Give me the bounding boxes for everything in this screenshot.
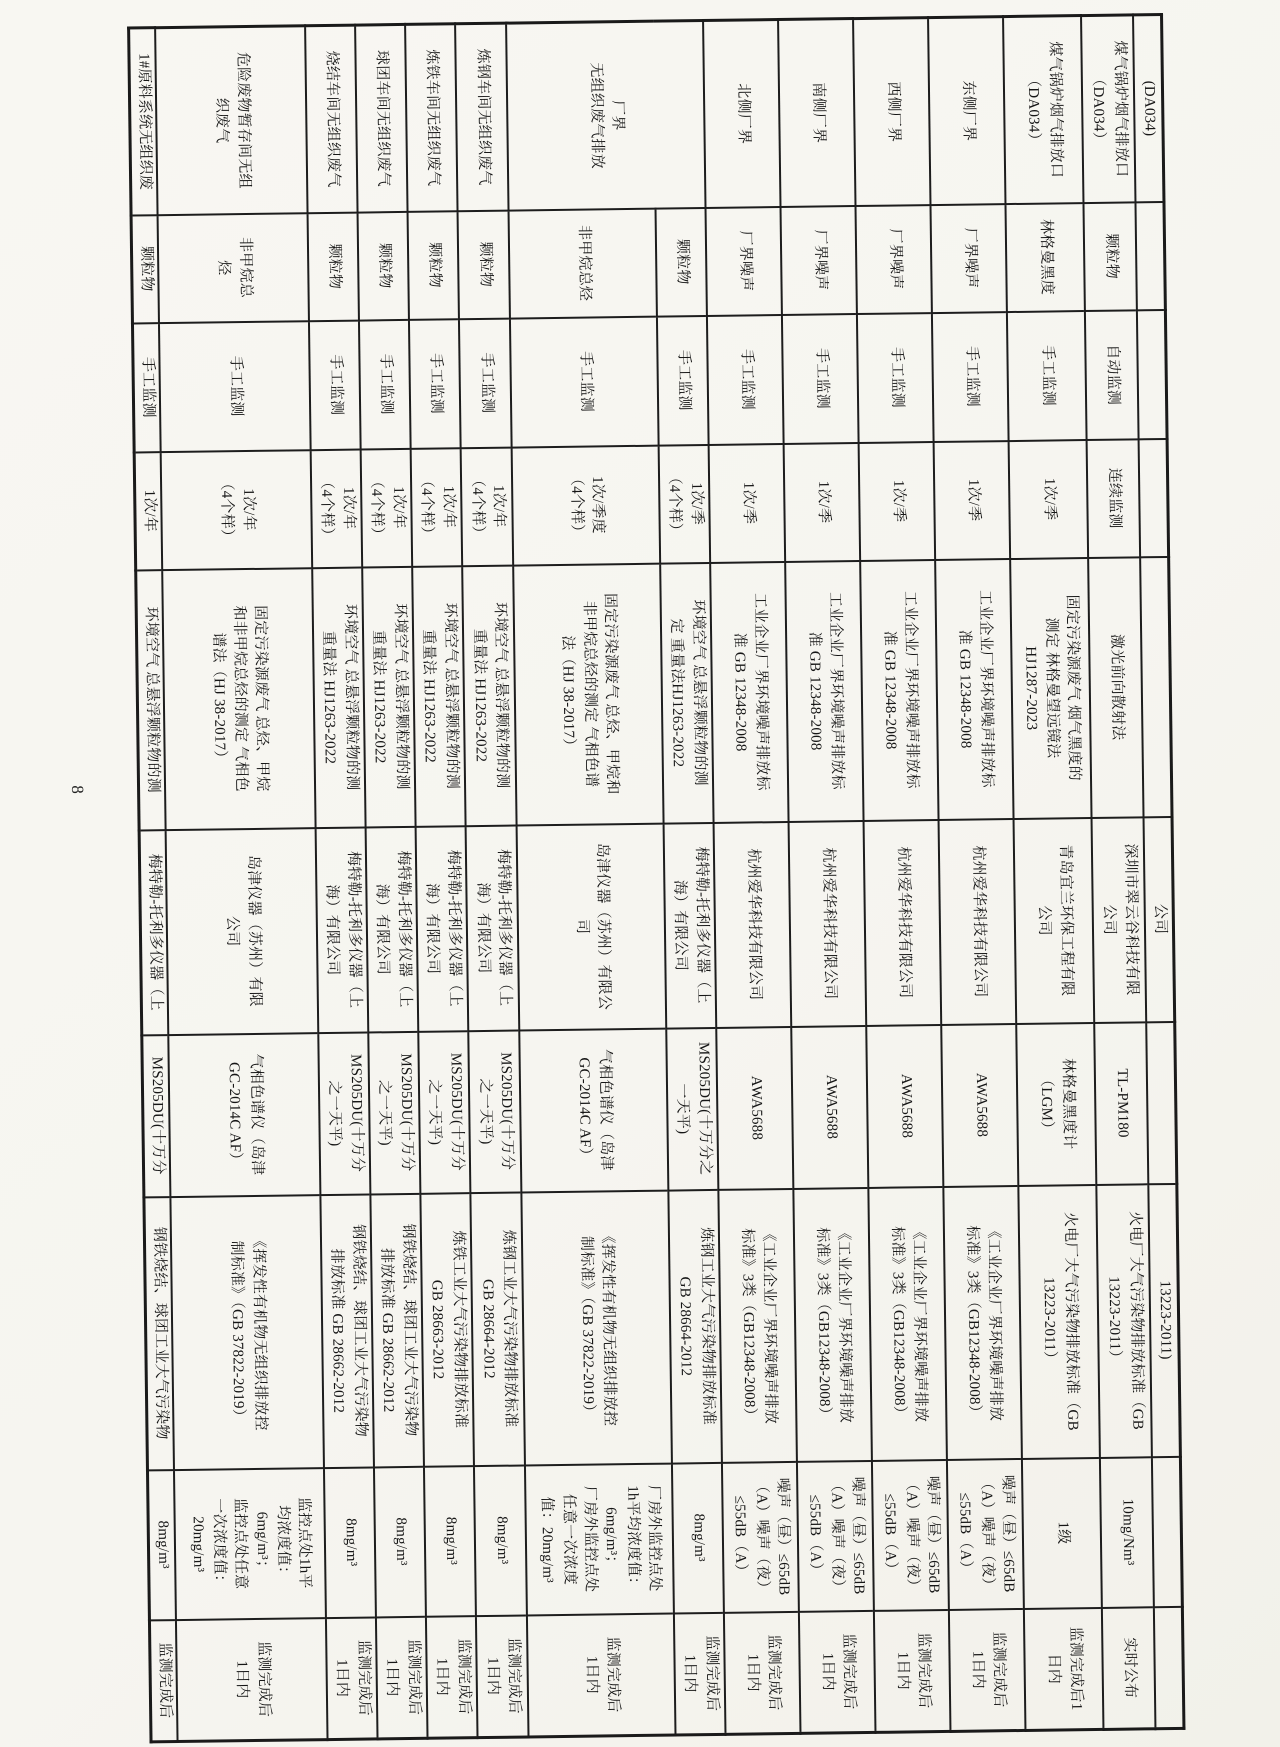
row-raw-material-cont--company: 梅特勒-托利多仪器（上	[139, 830, 169, 1035]
row-west-boundary--company: 杭州爱华科技有限公司	[864, 820, 942, 1026]
row-boiler-pm--company: 深圳市翠云谷科技有限 公司	[1092, 817, 1147, 1023]
row-boiler-outlet-cont--instrument	[1147, 1021, 1177, 1183]
row-north-boundary--standard-method: 工业企业厂界环境噪声排放标 准 GB 12348-2008	[711, 561, 789, 822]
row-south-boundary--indicator: 厂界噪声	[781, 206, 857, 315]
row-east-boundary--method: 手工监测	[932, 312, 1009, 442]
row-boiler-pm--standard: 火电厂大气污染物排放标准（GB 13223-2011）	[1097, 1184, 1153, 1458]
row-sintering--limit: 8mg/m³	[324, 1467, 376, 1618]
row-north-boundary--standard: 《工业企业厂界环境噪声排放 标准》3类（GB12348-2008）	[719, 1188, 798, 1462]
row-boiler-pm--method: 自动监测	[1085, 310, 1139, 440]
row-ironmaking--company: 梅特勒-托利多仪器（上 海）有限公司	[416, 826, 469, 1032]
row-sintering--standard-method: 环境空气 总悬浮颗粒物的测 重量法 HJ1263-2022	[313, 567, 366, 828]
row-boiler-outlet-cont--standard: 13223-2011)	[1149, 1183, 1181, 1456]
row-ironmaking--standard-method: 环境空气 总悬浮颗粒物的测 重量法 HJ1263-2022	[413, 566, 466, 827]
row-fugitive-boundary-pm--limit: 8mg/m³	[672, 1462, 724, 1613]
row-boiler-ringelmann--method: 手工监测	[1007, 311, 1087, 441]
row-south-boundary--limit: 噪声（昼）≤65dB （A）噪声（夜） ≤55dB（A）	[797, 1460, 874, 1611]
row-north-boundary--limit: 噪声（昼）≤65dB （A）噪声（夜） ≤55dB（A）	[722, 1461, 799, 1612]
row-pelletizing--company: 梅特勒-托利多仪器（上 海）有限公司	[366, 826, 419, 1032]
row-east-boundary--standard: 《工业企业厂界环境噪声排放 标准》3类（GB12348-2008）	[944, 1185, 1023, 1459]
row-east-boundary--company: 杭州爱华科技有限公司	[939, 819, 1017, 1025]
row-boiler-outlet-cont--frequency	[1139, 438, 1169, 556]
row-east-boundary--standard-method: 工业企业厂界环境噪声排放标 准 GB 12348-2008	[936, 559, 1014, 820]
row-pelletizing--instrument: MS205DU(十万分 之一天平)	[369, 1031, 421, 1194]
row-raw-material-cont--standard-method: 环境空气 总悬浮颗粒物的测	[136, 570, 166, 830]
row-boiler-pm--frequency: 连续监测	[1087, 439, 1141, 558]
row-pelletizing--frequency: 1次/年 （4个样）	[361, 448, 413, 567]
row-pelletizing--publish: 监测完成后 1日内	[376, 1616, 428, 1739]
row-raw-material-cont--standard: 钢铁烧结、球团工业大气污染物	[144, 1197, 175, 1470]
row-hazwaste--frequency: 1次/年 （4个样）	[161, 450, 313, 570]
row-pelletizing--limit: 8mg/m³	[374, 1466, 426, 1617]
rotated-table-area	[68, 13, 1185, 1740]
row-sintering--company: 梅特勒-托利多仪器（上 海）有限公司	[316, 827, 369, 1033]
row-raw-material-cont--limit: 8mg/m³	[147, 1470, 176, 1620]
row-ironmaking--method: 手工监测	[409, 319, 461, 449]
row-pelletizing--standard: 钢铁烧结、球团工业大气污染物 排放标准 GB 28662-2012	[371, 1193, 425, 1467]
row-raw-material-cont--publish: 监测完成后	[149, 1620, 178, 1742]
row-fugitive-boundary-nmhc--standard: 《挥发性有机物无组织排放控 制标准》（GB 37822-2019）	[522, 1190, 673, 1465]
row-boiler-outlet-cont--method	[1137, 309, 1167, 438]
row-steelmaking--publish: 监测完成后 1日内	[476, 1615, 529, 1738]
row-fugitive-boundary-nmhc--indicator: 非甲烷总烃	[509, 208, 657, 318]
row-west-boundary--instrument: AWA5688	[867, 1024, 944, 1187]
row-fugitive-boundary-nmhc--limit: 厂房外监控点处 1h平均浓度值： 6mg/m³； 厂房外监控点处 任意一次浓度 值：20mg/m³	[525, 1463, 674, 1615]
row-boiler-ringelmann--limit: 1级	[1022, 1457, 1102, 1608]
row-pelletizing--indicator: 颗粒物	[358, 211, 409, 320]
row-boiler-outlet-cont--limit	[1152, 1456, 1182, 1606]
row-north-boundary--instrument: AWA5688	[717, 1026, 794, 1189]
row-west-boundary--indicator: 厂界噪声	[856, 205, 932, 314]
row-sintering--standard: 钢铁烧结、球团工业大气污染物 排放标准 GB 28662-2012	[321, 1194, 375, 1468]
row-west-boundary--standard: 《工业企业厂界环境噪声排放 标准》3类（GB12348-2008）	[869, 1186, 948, 1460]
row-ironmaking--outlet: 炼铁车间无组织废气	[406, 24, 458, 212]
row-pelletizing--outlet: 球团车间无组织废气	[356, 24, 408, 212]
row-fugitive-boundary-nmhc	[507, 21, 676, 1737]
row-south-boundary--standard: 《工业企业厂界环境噪声排放 标准》3类（GB12348-2008）	[794, 1187, 873, 1461]
row-ironmaking--indicator: 颗粒物	[408, 211, 459, 320]
row-east-boundary--indicator: 厂界噪声	[931, 204, 1007, 313]
row-north-boundary--method: 手工监测	[707, 315, 784, 445]
row-south-boundary--method: 手工监测	[782, 314, 859, 444]
row-west-boundary--limit: 噪声（昼）≤65dB （A）噪声（夜） ≤55dB（A）	[872, 1459, 949, 1610]
row-boiler-ringelmann--standard: 火电厂大气污染物排放标准（GB 13223-2011）	[1019, 1184, 1101, 1458]
row-boiler-pm--indicator: 颗粒物	[1084, 202, 1137, 311]
row-boiler-ringelmann--outlet: 煤气锅炉烟气排放口 （DA034）	[1004, 16, 1084, 204]
row-boiler-pm--publish: 实时公布	[1102, 1607, 1156, 1730]
row-raw-material-cont--method: 手工监测	[132, 323, 161, 452]
row-fugitive-boundary-pm--outlet: 厂界 无组织废气排放	[507, 21, 706, 211]
row-steelmaking--standard-method: 环境空气 总悬浮颗粒物的测 重量法 HJ1263-2022	[463, 565, 517, 826]
row-west-boundary--outlet: 西侧厂界	[854, 18, 931, 206]
row-sintering--indicator: 颗粒物	[308, 212, 359, 321]
row-hazwaste--publish: 监测完成后 1日内	[176, 1618, 328, 1742]
row-fugitive-boundary-pm--company: 梅特勒-托利多仪器（上 海）有限公司	[664, 822, 717, 1028]
row-steelmaking--outlet: 炼钢车间无组织废气	[456, 23, 509, 211]
row-boiler-pm--limit: 10mg/Nm³	[1100, 1457, 1154, 1608]
row-boiler-outlet-cont--standard-method	[1141, 556, 1172, 816]
row-sintering--frequency: 1次/年 （4个样）	[311, 449, 363, 568]
row-fugitive-boundary-pm--publish: 监测完成后 1日内	[674, 1612, 726, 1735]
row-fugitive-boundary-nmhc--frequency: 1次/季度 （4个样）	[512, 445, 661, 565]
row-fugitive-boundary-nmhc--instrument: 气相色谱仪（岛津 GC-2014C AF）	[520, 1028, 669, 1192]
row-fugitive-boundary-pm--indicator: 颗粒物	[656, 207, 707, 316]
row-fugitive-boundary-pm--standard: 炼钢工业大气污染物排放标准 GB 28664-2012	[669, 1189, 723, 1463]
row-hazwaste--standard-method: 固定污染源废气 总烃、甲烷 和非甲烷总烃的测定 气相色 谱法（HJ 38-2017）	[163, 568, 316, 830]
row-boiler-ringelmann--instrument: 林格曼黑度计 （LGM）	[1017, 1022, 1097, 1185]
row-hazwaste--outlet: 危险废物暂存间无组 织废气	[156, 26, 308, 215]
row-boiler-ringelmann--company: 青岛宜兰环保工程有限 公司	[1014, 817, 1095, 1023]
row-fugitive-boundary-pm--frequency: 1次/季 （4个样）	[659, 444, 711, 563]
row-hazwaste	[156, 26, 328, 1742]
row-ironmaking--limit: 8mg/m³	[424, 1466, 476, 1617]
row-south-boundary--instrument: AWA5688	[792, 1025, 869, 1188]
row-fugitive-boundary-pm--instrument: MS205DU(十万分之 一天平)	[667, 1027, 719, 1190]
row-fugitive-boundary-pm--method: 手工监测	[657, 315, 709, 445]
row-boiler-ringelmann--indicator: 林格曼黑度	[1006, 203, 1085, 312]
row-pelletizing--method: 手工监测	[359, 319, 411, 449]
row-hazwaste--limit: 监控点处1h平 均浓度值： 6mg/m³； 监控点处任意 一次浓度值： 20mg/m³	[174, 1468, 326, 1620]
row-ironmaking--frequency: 1次/年 （4个样）	[411, 448, 463, 567]
row-east-boundary--instrument: AWA5688	[942, 1024, 1019, 1187]
row-steelmaking--frequency: 1次/年 （4个样）	[461, 447, 514, 566]
row-raw-material-cont--indicator: 颗粒物	[131, 215, 159, 323]
row-ironmaking--standard: 炼铁工业大气污染物排放标准 GB 28663-2012	[421, 1193, 475, 1467]
monitoring-table	[127, 13, 1185, 1743]
row-pelletizing--standard-method: 环境空气 总悬浮颗粒物的测 重量法 HJ1263-2022	[363, 566, 416, 827]
row-north-boundary--outlet: 北侧厂界	[704, 20, 781, 208]
row-boiler-ringelmann--frequency: 1次/季	[1009, 440, 1089, 559]
row-east-boundary--publish: 监测完成后 1日内	[949, 1608, 1026, 1731]
row-raw-material-cont--instrument: MS205DU(十万分	[142, 1035, 171, 1197]
row-south-boundary--standard-method: 工业企业厂界环境噪声排放标 准 GB 12348-2008	[786, 561, 864, 822]
row-steelmaking--standard: 炼钢工业大气污染物排放标准 GB 28664-2012	[471, 1192, 526, 1466]
row-west-boundary--frequency: 1次/季	[859, 442, 936, 561]
row-boiler-pm--standard-method: 激光前向散射法	[1089, 557, 1144, 818]
row-boiler-outlet-cont--outlet: (DA034)	[1134, 15, 1164, 202]
row-west-boundary--publish: 监测完成后 1日内	[874, 1609, 951, 1732]
row-boiler-pm--instrument: TL-PM180	[1095, 1022, 1149, 1185]
row-raw-material-cont--outlet: 1#原料系统无组织废	[129, 28, 158, 215]
row-hazwaste--standard: 《挥发性有机物无组织排放控 制标准》（GB 37822-2019）	[171, 1195, 325, 1470]
row-boiler-outlet-cont--indicator	[1136, 202, 1165, 310]
row-steelmaking--indicator: 颗粒物	[458, 210, 510, 319]
row-boiler-ringelmann--publish: 监测完成后1 日内	[1024, 1607, 1104, 1730]
row-north-boundary--publish: 监测完成后 1日内	[724, 1611, 801, 1734]
row-fugitive-boundary-nmhc--publish: 监测完成后 1日内	[527, 1613, 676, 1737]
row-boiler-outlet-cont--publish	[1154, 1606, 1184, 1728]
row-hazwaste--company: 岛津仪器（苏州）有限 公司	[166, 828, 319, 1035]
row-boiler-outlet-cont--company: 公司	[1144, 816, 1175, 1021]
row-steelmaking--method: 手工监测	[459, 318, 512, 448]
row-hazwaste--instrument: 气相色谱仪（岛津 GC-2014C AF）	[169, 1033, 321, 1197]
row-steelmaking--limit: 8mg/m³	[474, 1465, 527, 1616]
row-hazwaste--method: 手工监测	[159, 321, 311, 452]
row-fugitive-boundary-nmhc--standard-method: 固定污染源废气 总烃、甲烷和 非甲烷总烃的测定 气相色谱 法（HJ 38-2017）	[514, 563, 664, 825]
row-fugitive-boundary-pm--standard-method: 环境空气 总悬浮颗粒物的测 定 重量法HJ1263-2022	[661, 562, 714, 823]
row-ironmaking--instrument: MS205DU(十万分 之一天平)	[419, 1031, 471, 1194]
row-sintering--instrument: MS205DU(十万分 之一天平)	[319, 1032, 371, 1195]
row-north-boundary--frequency: 1次/季	[709, 443, 786, 562]
row-south-boundary--outlet: 南侧厂界	[779, 19, 856, 207]
row-sintering--publish: 监测完成后 1日内	[326, 1617, 378, 1740]
row-raw-material-cont--frequency: 1次/年	[134, 452, 163, 570]
row-boiler-pm--outlet: 煤气锅炉烟气排放口 （DA034）	[1082, 15, 1136, 203]
row-steelmaking--company: 梅特勒-托利多仪器（上 海）有限公司	[466, 825, 520, 1031]
row-west-boundary--standard-method: 工业企业厂界环境噪声排放标 准 GB 12348-2008	[861, 560, 939, 821]
row-fugitive-boundary-nmhc--company: 岛津仪器（苏州）有限公 司	[517, 823, 667, 1030]
row-east-boundary--outlet: 东侧厂界	[929, 17, 1006, 205]
row-sintering--method: 手工监测	[309, 320, 361, 450]
row-fugitive-boundary-nmhc--method: 手工监测	[510, 316, 659, 447]
row-sintering--outlet: 烧结车间无组织废气	[306, 25, 358, 213]
page-number: 8	[68, 785, 88, 794]
row-south-boundary--publish: 监测完成后 1日内	[799, 1610, 876, 1733]
row-ironmaking--publish: 监测完成后 1日内	[426, 1616, 478, 1739]
row-north-boundary--indicator: 厂界噪声	[706, 207, 782, 316]
row-hazwaste--indicator: 非甲烷总 烃	[158, 213, 309, 323]
row-boiler-ringelmann--standard-method: 固定污染源废气 烟气黑度的 测定 林格曼望远镜法 HJ1287-2023	[1011, 558, 1092, 819]
row-west-boundary--method: 手工监测	[857, 313, 934, 443]
row-south-boundary--frequency: 1次/季	[784, 443, 861, 562]
row-south-boundary--company: 杭州爱华科技有限公司	[789, 820, 867, 1026]
row-east-boundary--limit: 噪声（昼）≤65dB （A）噪声（夜） ≤55dB（A）	[947, 1458, 1024, 1609]
row-east-boundary--frequency: 1次/季	[934, 441, 1011, 560]
row-steelmaking--instrument: MS205DU(十万分 之一天平)	[469, 1030, 522, 1193]
row-north-boundary--company: 杭州爱华科技有限公司	[714, 821, 792, 1027]
